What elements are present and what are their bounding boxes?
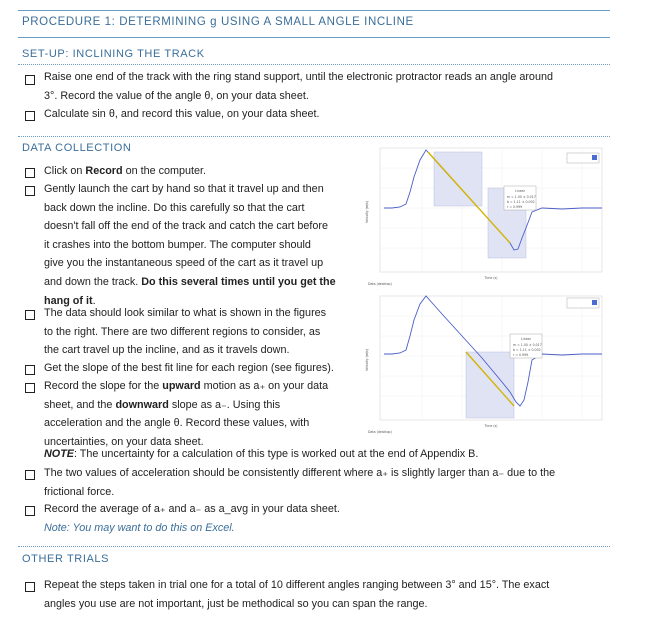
x-axis-label: Time (s) xyxy=(484,276,498,280)
title-underline xyxy=(18,37,610,38)
dropdown-icon xyxy=(592,300,597,305)
dc-item-compare: The two values of acceleration should be consistently different where a₊ is slightly larger than a₋ due to the frictional force. xyxy=(44,467,556,498)
setup-item-sin: Calculate sin θ, and record this value, on your data sheet. xyxy=(44,108,320,120)
selection-region xyxy=(434,152,482,206)
data-collection-heading: DATA COLLECTION xyxy=(22,142,132,154)
setup-heading: SET-UP: INCLINING THE TRACK xyxy=(22,48,205,60)
fit-box-line: m = 1.00 ± 0.017 xyxy=(513,343,542,347)
fit-box-line: b = 1.11 ± 0.002 xyxy=(507,200,535,204)
dc-item-record-slopes: Record the slope for the upward motion as a₊ on your data sheet, and the downward slope as a₋. Using this acceleration and the angle θ. Record these values, with uncertainties, on your data sheet. xyxy=(44,380,329,448)
checkbox[interactable] xyxy=(25,310,35,320)
fit-box-line: r = 0.999 xyxy=(507,205,523,209)
fit-box-line: m = 1.00 ± 0.017 xyxy=(507,195,536,199)
other-trials-rule xyxy=(18,546,610,547)
checkbox[interactable] xyxy=(25,582,35,592)
checkbox[interactable] xyxy=(25,75,35,85)
dc-item-record: Click on Record on the computer. xyxy=(44,165,207,177)
fit-box-title: Linear xyxy=(521,337,531,341)
data-collection-rule xyxy=(18,136,610,137)
top-rule xyxy=(18,10,610,11)
figure-top xyxy=(362,142,608,287)
checkbox[interactable] xyxy=(25,365,35,375)
y-axis-label: Velocity (m/s) xyxy=(365,349,369,371)
fit-box-line: r = 0.999 xyxy=(513,353,529,357)
checkbox[interactable] xyxy=(25,470,35,480)
corner-label: Data (desktop) xyxy=(368,430,392,434)
checkbox[interactable] xyxy=(25,168,35,178)
setup-item-raise-track: Raise one end of the track with the ring stand support, until the electronic protractor reads an angle around 3°. Record the value of the angle θ, on your data sheet. xyxy=(44,71,553,102)
checkbox[interactable] xyxy=(25,111,35,121)
dc-note: NOTE: The uncertainty for a calculation of this type is worked out at the end of Appendix B. xyxy=(44,448,479,460)
corner-label: Data (desktop) xyxy=(368,282,392,286)
checkbox[interactable] xyxy=(25,186,35,196)
x-axis-label: Time (s) xyxy=(484,424,498,428)
dc-item-slope: Get the slope of the best fit line for each region (see figures). xyxy=(44,362,334,374)
y-axis-label: Velocity (m/s) xyxy=(365,201,369,223)
dc-item-launch: Gently launch the cart by hand so that it travel up and then back down the incline. Do this carefully so that the cart doesn't fall off the end of the track and catch the cart before it crashes into the bottom bumper. The computer should give you the instantaneous speed of the cart as it travel up and down the track. Do this several times until you get the hang of it. xyxy=(44,183,336,307)
dc-item-data-look: The data should look similar to what is shown in the figures to the right. There are two different regions to consider, as the cart travel up the incline, and as it travels down. xyxy=(44,307,327,357)
checkbox[interactable] xyxy=(25,506,35,516)
fit-box-title: Linear xyxy=(515,189,525,193)
fit-box-line: b = 1.11 ± 0.002 xyxy=(513,348,541,352)
other-trials-heading: OTHER TRIALS xyxy=(22,553,110,565)
figure-bottom xyxy=(362,290,608,435)
procedure-title: PROCEDURE 1: DETERMINING g USING A SMALL ANGLE INCLINE xyxy=(22,16,414,28)
dropdown-icon xyxy=(592,155,597,160)
ot-item-repeat: Repeat the steps taken in trial one for a total of 10 different angles ranging between 3° and 15°. The exact angles you use are not important, just be methodical so you can span the range. xyxy=(44,579,550,610)
checkbox[interactable] xyxy=(25,383,35,393)
dc-item-average: Record the average of a₊ and a₋ as a_avg in your data sheet. Note: You may want to do this on Excel. xyxy=(44,503,340,534)
selection-region xyxy=(466,352,514,418)
setup-rule xyxy=(18,64,610,65)
